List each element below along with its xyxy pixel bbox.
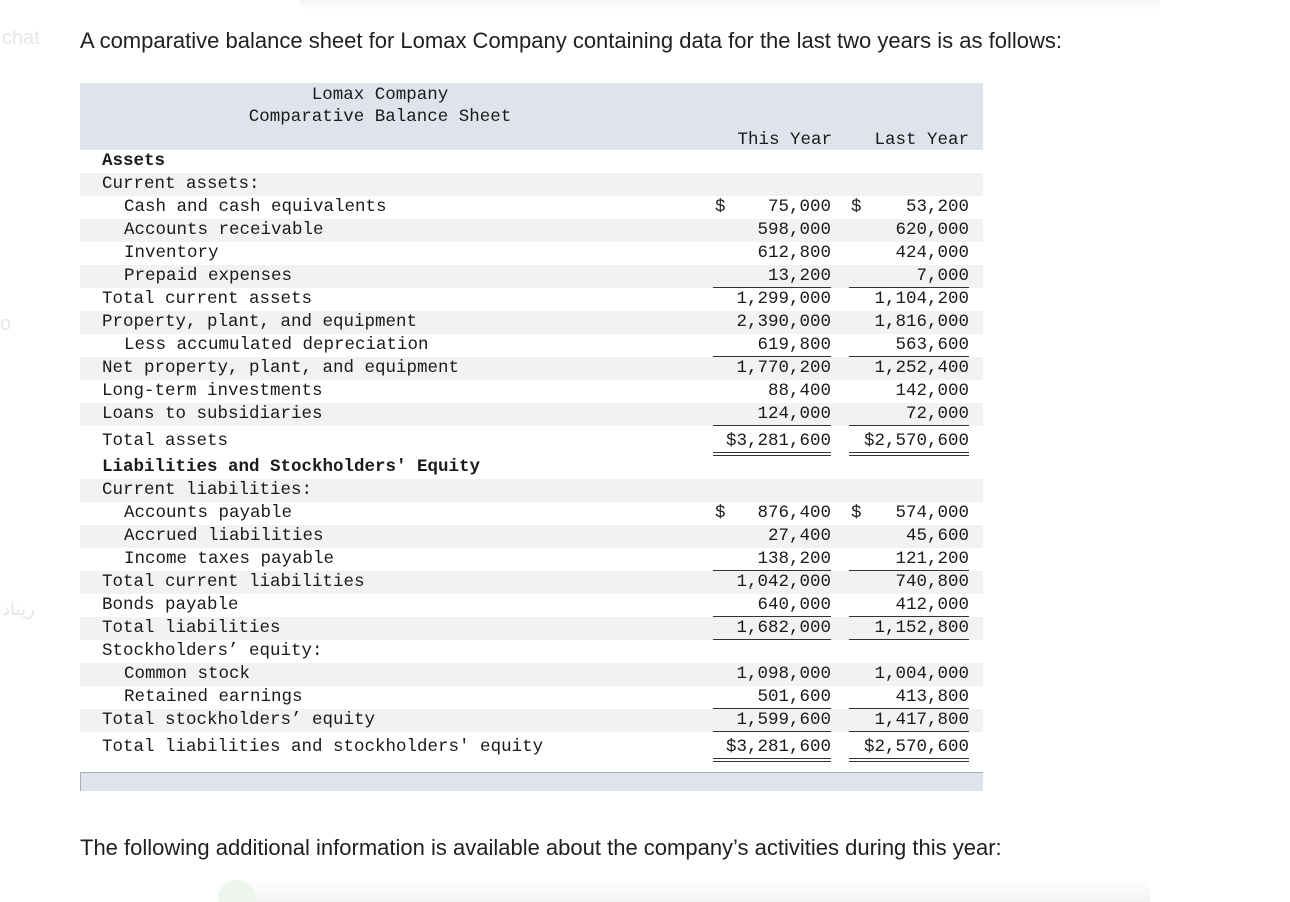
row-label: Stockholders’ equity: (102, 641, 323, 661)
table-row (80, 311, 983, 334)
table-row-total-liabilities-equity (80, 732, 983, 762)
row-label: Property, plant, and equipment (102, 312, 418, 332)
row-label: Less accumulated depreciation (124, 335, 429, 355)
table-row (80, 357, 983, 380)
company-name: Lomax Company (311, 85, 449, 105)
table-row (80, 288, 983, 311)
table-row (80, 380, 983, 403)
this-year-value: $3,281,600 (713, 426, 831, 456)
table-row (80, 479, 983, 502)
sheet-title: Comparative Balance Sheet (248, 107, 512, 127)
faded-sidebar-fragment: o (0, 313, 12, 335)
row-label: Total liabilities and stockholders' equity (102, 737, 544, 757)
last-year-value: 740,800 (895, 572, 969, 592)
row-label: Current assets: (102, 174, 260, 194)
last-year-value: 412,000 (849, 594, 969, 617)
last-year-value: 7,000 (849, 265, 969, 288)
last-year-value: $2,570,600 (849, 732, 969, 762)
this-year-value: 1,042,000 (736, 572, 831, 592)
this-year-value: 13,200 (713, 265, 831, 288)
table-row (80, 594, 983, 617)
column-header-last-year: Last Year (874, 130, 969, 150)
row-label: Common stock (124, 664, 251, 684)
this-year-value: 619,800 (713, 334, 831, 357)
this-year-value: 598,000 (757, 220, 831, 240)
table-row (80, 242, 983, 265)
table-row (80, 709, 983, 732)
currency-symbol: $ (715, 197, 726, 217)
table-row (80, 640, 983, 663)
this-year-value: 138,200 (713, 548, 831, 571)
table-row (80, 196, 983, 219)
this-year-value: 88,400 (767, 381, 831, 401)
this-year-value: 1,682,000 (713, 617, 831, 640)
faded-sidebar-fragment: ريناد (2, 599, 35, 619)
row-label: Assets (102, 151, 166, 171)
this-year-value: 501,600 (713, 686, 831, 709)
balance-sheet-header (80, 83, 983, 150)
this-year-value: 1,599,600 (713, 709, 831, 732)
last-year-value: 1,004,000 (874, 664, 969, 684)
currency-symbol: $ (715, 503, 726, 523)
last-year-value: $2,570,600 (849, 426, 969, 456)
section-row-liabilities (80, 456, 983, 479)
row-label: Total liabilities (102, 618, 281, 638)
row-label: Inventory (124, 243, 219, 263)
row-label: Current liabilities: (102, 480, 313, 500)
row-label: Total stockholders’ equity (102, 710, 376, 730)
this-year-value: $3,281,600 (713, 732, 831, 762)
last-year-value: 1,816,000 (874, 312, 969, 332)
table-row (80, 219, 983, 242)
last-year-value: 121,200 (849, 548, 969, 571)
section-row-assets (80, 150, 983, 173)
table-row (80, 525, 983, 548)
row-label: Total current assets (102, 289, 313, 309)
table-row (80, 403, 983, 426)
this-year-value: 2,390,000 (736, 312, 831, 332)
table-row (80, 502, 983, 525)
table-row (80, 334, 983, 357)
row-label: Total current liabilities (102, 572, 365, 592)
table-row (80, 265, 983, 288)
table-row (80, 617, 983, 640)
balance-sheet-footer (80, 772, 983, 791)
row-label: Net property, plant, and equipment (102, 358, 460, 378)
row-label: Loans to subsidiaries (102, 404, 323, 424)
this-year-value: $ 876,400 (715, 503, 831, 523)
faded-bottom-bar (220, 878, 1150, 902)
this-year-value: 612,800 (757, 243, 831, 263)
last-year-value: 1,417,800 (849, 709, 969, 732)
row-label: Total assets (102, 431, 229, 451)
row-label: Accounts receivable (124, 220, 324, 240)
intro-paragraph: A comparative balance sheet for Lomax Company containing data for the last two years is as follows: (80, 28, 1062, 53)
row-label: Cash and cash equivalents (124, 197, 387, 217)
row-label: Accrued liabilities (124, 526, 324, 546)
row-label: Retained earnings (124, 687, 303, 707)
last-year-value: 1,152,800 (849, 617, 969, 640)
row-label: Long-term investments (102, 381, 323, 401)
row-label: Accounts payable (124, 503, 293, 523)
table-row-total-assets (80, 426, 983, 456)
last-year-value: $ 574,000 (851, 503, 969, 523)
table-row (80, 571, 983, 594)
last-year-value: 620,000 (895, 220, 969, 240)
row-label: Prepaid expenses (124, 266, 293, 286)
this-year-value: 1,770,200 (736, 358, 831, 378)
last-year-value: $ 53,200 (851, 197, 969, 217)
balance-sheet-table (80, 83, 983, 791)
this-year-value: 640,000 (713, 594, 831, 617)
currency-symbol: $ (851, 503, 862, 523)
this-year-value: 1,098,000 (736, 664, 831, 684)
faded-top-bar (300, 0, 1160, 10)
row-label: Liabilities and Stockholders' Equity (102, 457, 481, 477)
faded-sidebar-fragment: chat (2, 27, 40, 49)
table-row (80, 548, 983, 571)
last-year-value: 1,104,200 (874, 289, 969, 309)
last-year-value: 142,000 (895, 381, 969, 401)
last-year-value: 424,000 (895, 243, 969, 263)
last-year-value: 563,600 (849, 334, 969, 357)
last-year-value: 413,800 (849, 686, 969, 709)
this-year-value: $ 75,000 (715, 197, 831, 217)
this-year-value: 124,000 (713, 403, 831, 426)
row-label: Bonds payable (102, 595, 239, 615)
last-year-value: 72,000 (849, 403, 969, 426)
table-row (80, 686, 983, 709)
currency-symbol: $ (851, 197, 862, 217)
table-row (80, 663, 983, 686)
column-header-this-year: This Year (737, 130, 832, 150)
outro-paragraph: The following additional information is available about the company’s activities during this year: (80, 835, 1002, 860)
last-year-value: 45,600 (905, 526, 969, 546)
table-row (80, 173, 983, 196)
last-year-value: 1,252,400 (874, 358, 969, 378)
row-label: Income taxes payable (124, 549, 335, 569)
this-year-value: 27,400 (767, 526, 831, 546)
this-year-value: 1,299,000 (736, 289, 831, 309)
